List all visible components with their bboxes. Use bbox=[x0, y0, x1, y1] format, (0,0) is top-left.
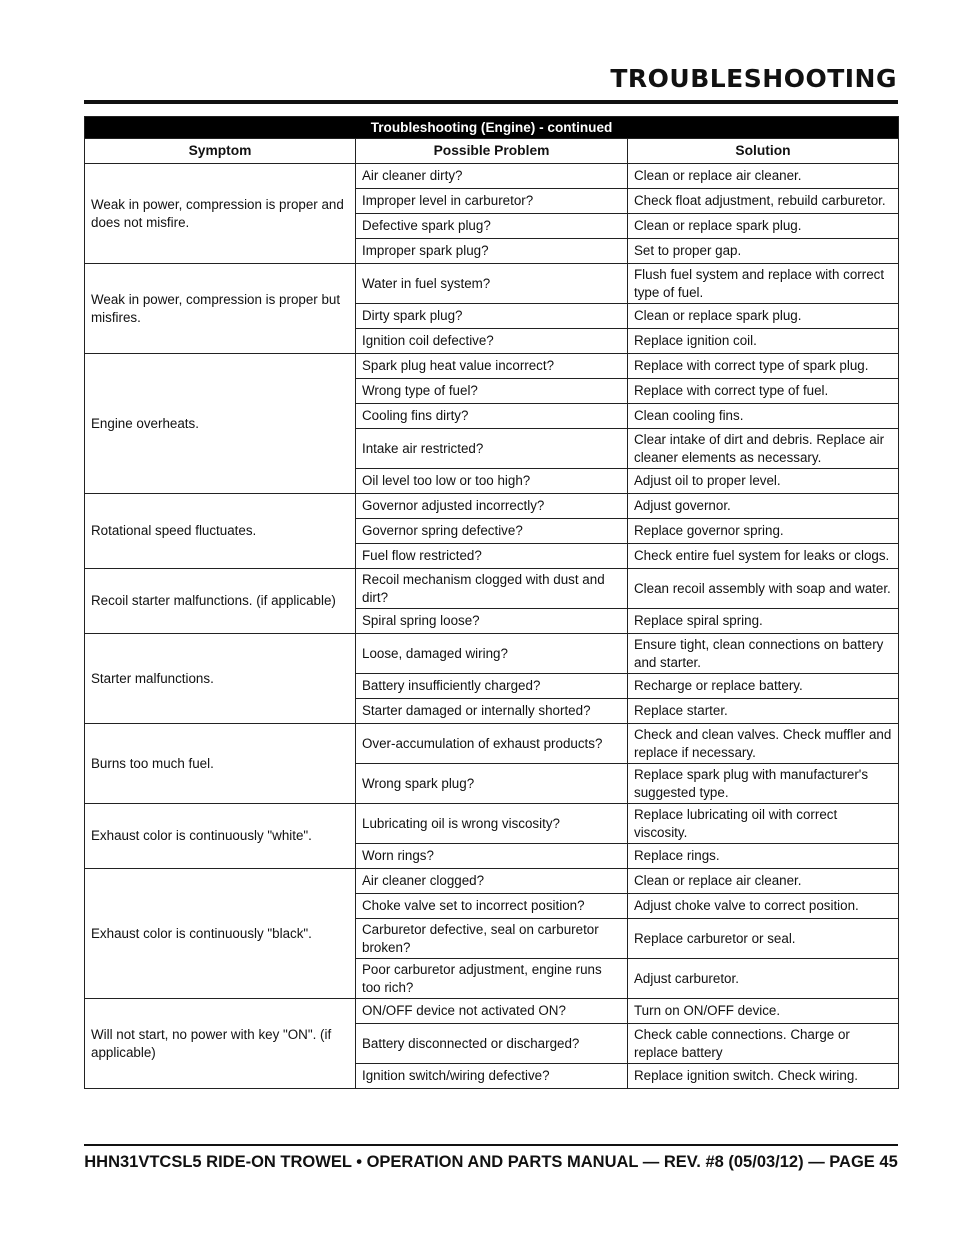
solution-cell: Replace lubricating oil with correct viscosity. bbox=[628, 804, 899, 844]
table-row bbox=[85, 634, 899, 674]
problem-cell: Lubricating oil is wrong viscosity? bbox=[356, 804, 628, 844]
problem-cell: ON/OFF device not activated ON? bbox=[356, 999, 628, 1024]
problem-cell: Water in fuel system? bbox=[356, 264, 628, 304]
symptom-cell: Starter malfunctions. bbox=[85, 634, 356, 724]
problem-cell: Governor spring defective? bbox=[356, 519, 628, 544]
problem-cell: Spiral spring loose? bbox=[356, 609, 628, 634]
solution-cell: Clean recoil assembly with soap and water. bbox=[628, 569, 899, 609]
table-row bbox=[85, 494, 899, 519]
solution-cell: Adjust governor. bbox=[628, 494, 899, 519]
symptom-cell: Weak in power, compression is proper but misfires. bbox=[85, 264, 356, 354]
problem-cell: Air cleaner dirty? bbox=[356, 164, 628, 189]
column-header-possible-problem: Possible Problem bbox=[356, 139, 628, 164]
solution-cell: Clean or replace air cleaner. bbox=[628, 869, 899, 894]
problem-cell: Fuel flow restricted? bbox=[356, 544, 628, 569]
problem-cell: Air cleaner clogged? bbox=[356, 869, 628, 894]
symptom-cell: Will not start, no power with key "ON". (if applicable) bbox=[85, 999, 356, 1089]
problem-cell: Improper spark plug? bbox=[356, 239, 628, 264]
problem-cell: Carburetor defective, seal on carburetor broken? bbox=[356, 919, 628, 959]
solution-cell: Replace spiral spring. bbox=[628, 609, 899, 634]
table-caption: Troubleshooting (Engine) - continued bbox=[85, 117, 899, 139]
problem-cell: Starter damaged or internally shorted? bbox=[356, 699, 628, 724]
symptom-cell: Exhaust color is continuously "black". bbox=[85, 869, 356, 999]
table-row bbox=[85, 724, 899, 764]
table-row bbox=[85, 354, 899, 379]
symptom-cell: Exhaust color is continuously "white". bbox=[85, 804, 356, 869]
solution-cell: Flush fuel system and replace with correct type of fuel. bbox=[628, 264, 899, 304]
solution-cell: Check float adjustment, rebuild carburetor. bbox=[628, 189, 899, 214]
problem-cell: Loose, damaged wiring? bbox=[356, 634, 628, 674]
symptom-cell: Burns too much fuel. bbox=[85, 724, 356, 804]
solution-cell: Replace with correct type of spark plug. bbox=[628, 354, 899, 379]
solution-cell: Replace carburetor or seal. bbox=[628, 919, 899, 959]
table-row bbox=[85, 999, 899, 1024]
solution-cell: Turn on ON/OFF device. bbox=[628, 999, 899, 1024]
problem-cell: Spark plug heat value incorrect? bbox=[356, 354, 628, 379]
solution-cell: Adjust choke valve to correct position. bbox=[628, 894, 899, 919]
page-footer: HHN31VTCSL5 RIDE-ON TROWEL • OPERATION AND PARTS MANUAL — REV. #8 (05/03/12) — PAGE 45 bbox=[84, 1153, 898, 1171]
problem-cell: Recoil mechanism clogged with dust and dirt? bbox=[356, 569, 628, 609]
problem-cell: Wrong spark plug? bbox=[356, 764, 628, 804]
solution-cell: Replace ignition switch. Check wiring. bbox=[628, 1064, 899, 1089]
symptom-cell: Recoil starter malfunctions. (if applicable) bbox=[85, 569, 356, 634]
symptom-cell: Engine overheats. bbox=[85, 354, 356, 494]
solution-cell: Clean or replace spark plug. bbox=[628, 304, 899, 329]
solution-cell: Replace rings. bbox=[628, 844, 899, 869]
table-row bbox=[85, 569, 899, 609]
symptom-cell: Weak in power, compression is proper and does not misfire. bbox=[85, 164, 356, 264]
page-title: TROUBLESHOOTING bbox=[610, 64, 897, 93]
problem-cell: Poor carburetor adjustment, engine runs too rich? bbox=[356, 959, 628, 999]
solution-cell: Clean cooling fins. bbox=[628, 404, 899, 429]
title-rule bbox=[84, 100, 898, 104]
problem-cell: Over-accumulation of exhaust products? bbox=[356, 724, 628, 764]
problem-cell: Battery disconnected or discharged? bbox=[356, 1024, 628, 1064]
problem-cell: Governor adjusted incorrectly? bbox=[356, 494, 628, 519]
solution-cell: Replace ignition coil. bbox=[628, 329, 899, 354]
problem-cell: Ignition coil defective? bbox=[356, 329, 628, 354]
solution-cell: Ensure tight, clean connections on battery and starter. bbox=[628, 634, 899, 674]
solution-cell: Clean or replace spark plug. bbox=[628, 214, 899, 239]
solution-cell: Replace spark plug with manufacturer's suggested type. bbox=[628, 764, 899, 804]
solution-cell: Set to proper gap. bbox=[628, 239, 899, 264]
table-row bbox=[85, 264, 899, 304]
column-header-solution: Solution bbox=[628, 139, 899, 164]
footer-rule bbox=[84, 1144, 898, 1146]
solution-cell: Replace governor spring. bbox=[628, 519, 899, 544]
column-header-symptom: Symptom bbox=[85, 139, 356, 164]
problem-cell: Worn rings? bbox=[356, 844, 628, 869]
solution-cell: Clear intake of dirt and debris. Replace air cleaner elements as necessary. bbox=[628, 429, 899, 469]
problem-cell: Dirty spark plug? bbox=[356, 304, 628, 329]
problem-cell: Choke valve set to incorrect position? bbox=[356, 894, 628, 919]
table-body bbox=[85, 164, 899, 1089]
problem-cell: Intake air restricted? bbox=[356, 429, 628, 469]
solution-cell: Replace with correct type of fuel. bbox=[628, 379, 899, 404]
solution-cell: Adjust carburetor. bbox=[628, 959, 899, 999]
problem-cell: Defective spark plug? bbox=[356, 214, 628, 239]
solution-cell: Check cable connections. Charge or replace battery bbox=[628, 1024, 899, 1064]
solution-cell: Replace starter. bbox=[628, 699, 899, 724]
solution-cell: Clean or replace air cleaner. bbox=[628, 164, 899, 189]
troubleshooting-table bbox=[84, 116, 899, 1089]
problem-cell: Wrong type of fuel? bbox=[356, 379, 628, 404]
solution-cell: Check and clean valves. Check muffler and replace if necessary. bbox=[628, 724, 899, 764]
solution-cell: Check entire fuel system for leaks or clogs. bbox=[628, 544, 899, 569]
problem-cell: Improper level in carburetor? bbox=[356, 189, 628, 214]
problem-cell: Ignition switch/wiring defective? bbox=[356, 1064, 628, 1089]
symptom-cell: Rotational speed fluctuates. bbox=[85, 494, 356, 569]
problem-cell: Oil level too low or too high? bbox=[356, 469, 628, 494]
table-row bbox=[85, 164, 899, 189]
solution-cell: Adjust oil to proper level. bbox=[628, 469, 899, 494]
table-row bbox=[85, 869, 899, 894]
table-row bbox=[85, 804, 899, 844]
problem-cell: Cooling fins dirty? bbox=[356, 404, 628, 429]
solution-cell: Recharge or replace battery. bbox=[628, 674, 899, 699]
problem-cell: Battery insufficiently charged? bbox=[356, 674, 628, 699]
